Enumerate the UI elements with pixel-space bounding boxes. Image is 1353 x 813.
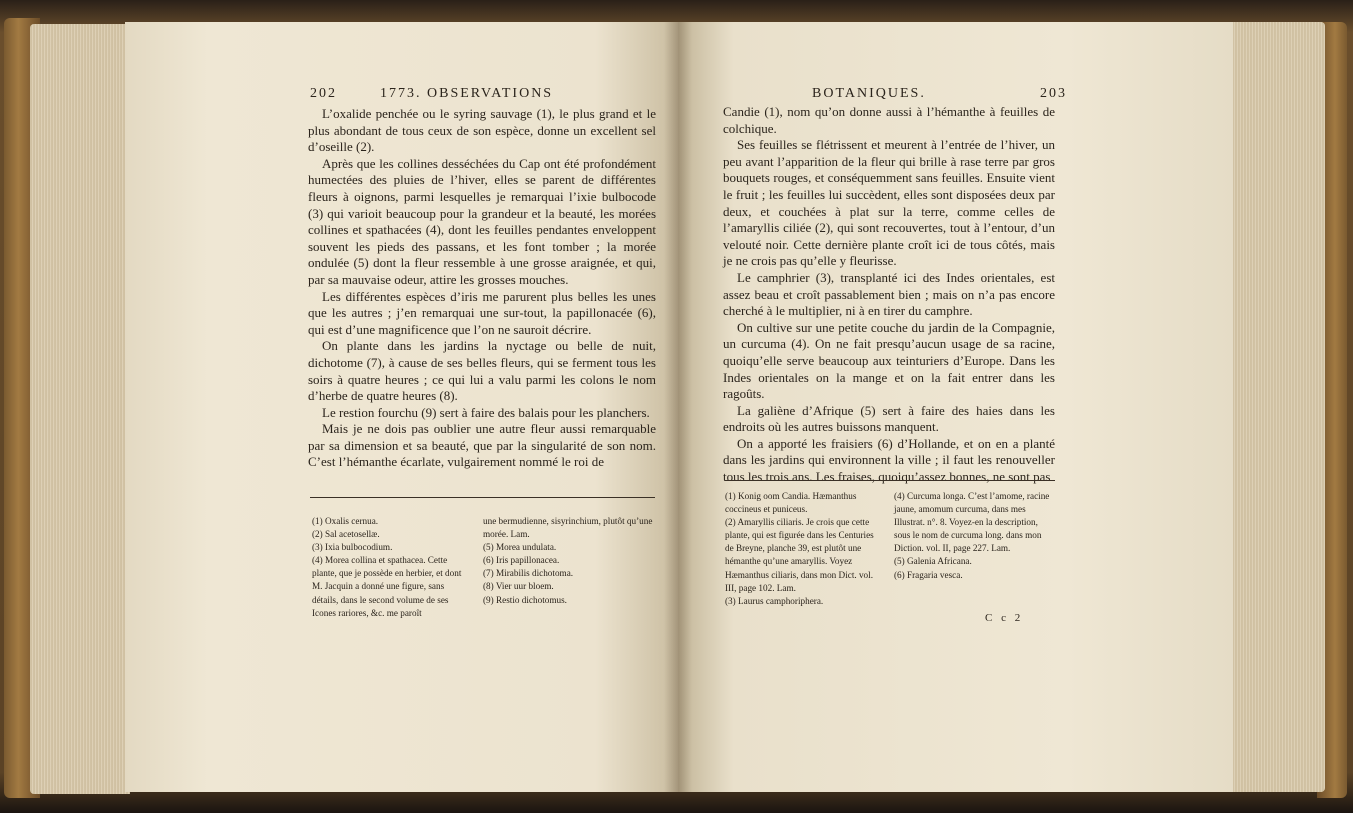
paragraph: Le camphrier (3), transplanté ici des Indes orientales, est assez beau et croît passablement bien ; mais on n’a pas encore cherché à le multiplier, ni à en tirer du camphre. — [723, 269, 1055, 319]
right-body-text — [723, 104, 1055, 486]
paragraph: Mais je ne dois pas oublier une autre fleur aussi remarquable par sa dimension et sa beauté, que par la singularité de son nom. C’est l’hémanthe écarlate, vulgairement nommé le roi de — [308, 421, 656, 470]
left-footnotes-col2 — [483, 515, 655, 607]
left-body-text — [308, 106, 656, 471]
footnote: (2) Sal acetosellæ. — [312, 529, 380, 540]
paragraph: Candie (1), nom qu’on donne aussi à l’hémanthe à feuilles de colchique. — [723, 104, 1055, 136]
left-page-number: 202 — [310, 86, 337, 101]
footnote: (6) Iris papillonacea. — [483, 555, 560, 566]
left-running-head: 1773. OBSERVATIONS — [380, 86, 554, 101]
paragraph: Après que les collines desséchées du Cap ont été profondément humectées des pluies de l’hiver, elles se parent de différentes fleurs à oignons, parmi lesquelles je remarquai l’ixie bulbocode (3) qui varioit beaucoup pour la grandeur et la beauté, les morées collines et spathacées (4), dont les feuilles pendantes enveloppent souvent les pieds des passans, et les font tomber ; la morée ondulée (5) dont la fleur ressemble à une grosse araignée, et qui, par sa mauvaise odeur, attire les grosses mouches. — [308, 155, 656, 287]
footnote: (7) Mirabilis dichotoma. — [483, 568, 574, 579]
right-page-number: 203 — [1040, 86, 1067, 101]
footnote: (1) Konig oom Candia. Hæmanthus coccineus et puniceus. — [725, 491, 857, 515]
footnote-rule — [725, 480, 1055, 481]
paragraph: Le restion fourchu (9) sert à faire des balais pour les planchers. — [322, 404, 650, 420]
footnote: (2) Amaryllis ciliaris. Je crois que cette plante, qui est figurée dans les Centuries de Breyne, planche 39, est plutôt une hémanthe qu’une amaryllis. Voyez Hæmanthus ciliaris, dans mon Dict. vol. III, page 102. Lam. — [725, 517, 874, 593]
footnote: (5) Galenia Africana. — [894, 556, 972, 567]
right-page-edges — [1225, 22, 1325, 792]
right-footnotes-col1 — [725, 490, 883, 608]
paragraph: L’oxalide penchée ou le syring sauvage (1), le plus grand et le plus abondant de tous ceux de son espèce, donne un excellent sel d’oseille (2). — [308, 106, 656, 155]
paragraph: On plante dans les jardins la nyctage ou belle de nuit, dichotome (7), à cause de ses belles fleurs, qui se ferment tous les soirs à quatre heures ; ce qui lui a valu parmi les colons le nom d’herbe de quatre heures (8). — [308, 338, 656, 404]
footnote: (1) Oxalis cernua. — [312, 516, 379, 526]
right-running-head: BOTANIQUES. — [812, 86, 926, 101]
paragraph: La galiène d’Afrique (5) sert à faire des haies dans les endroits où les autres buissons manquent. — [723, 402, 1055, 435]
footnote: (6) Fragaria vesca. — [894, 569, 963, 580]
footnote: (3) Ixia bulbocodium. — [312, 542, 393, 553]
footnote-rule — [310, 497, 655, 498]
footnote: (4) Curcuma longa. C’est l’amome, racine jaune, amomum curcuma, dans mes Illustrat. n°. 8. Voyez-en la description, sous le nom de curcuma long. dans mon Diction. vol. II, page 227. Lam. — [894, 491, 1050, 554]
paragraph: On a apporté les fraisiers (6) d’Hollande, et on en a planté dans les jardins qui environnent la ville ; il faut les renouveller tous les trois ans. Les fraises, quoiqu’assez bonnes, ne sont pas — [723, 435, 1055, 485]
right-footnotes-col2 — [894, 490, 1056, 582]
book-gutter — [664, 22, 692, 792]
paragraph: Les différentes espèces d’iris me parurent plus belles les unes que les autres ; j’en remarquai une sur-tout, la papillonacée (6), qui est d’une magnificence que l’on ne sauroit décrire. — [308, 288, 656, 337]
signature-mark: C c 2 — [985, 612, 1024, 624]
footnote: une bermudienne, sisyrinchium, plutôt qu’une morée. Lam. — [483, 516, 653, 540]
footnote: (3) Laurus camphoriphera. — [725, 595, 824, 606]
left-footnotes-col1 — [312, 515, 472, 620]
footnote: (8) Vier uur bloem. — [483, 581, 554, 592]
footnote: (9) Restio dichotomus. — [483, 594, 567, 605]
footnote: (4) Morea collina et spathacea. Cette plante, que je possède en herbier, et dont M. Jacquin a donné une figure, sans détails, dans le second volume de ses Icones rariores, &c. me paroît — [312, 555, 462, 618]
paragraph: Ses feuilles se flétrissent et meurent à l’entrée de l’hiver, un peu avant l’apparition de la fleur qui brille à rase terre par gros bouquets rouges, et conséquemment sans feuilles. Ensuite vient le fruit ; les feuilles lui succèdent, elles sont disposées deux par deux, et couchées à plat sur la terre, comme celles de l’amaryllis ciliée (2), qui sont recouvertes, tout à l’entour, d’un velouté noir. Cette dernière plante croît ici de tous côtés, mais je ne crois pas qu’elle y fleurisse. — [723, 137, 1055, 269]
left-page-edges — [30, 24, 130, 794]
footnote: (5) Morea undulata. — [483, 542, 557, 553]
paragraph: On cultive sur une petite couche du jardin de la Compagnie, un curcuma (4). On ne fait presqu’aucun usage de sa racine, quoiqu’elle serve beaucoup aux teinturiers d’Europe. Dans les Indes orientales on la mange et on la fait entrer dans les ragoûts. — [723, 319, 1055, 402]
